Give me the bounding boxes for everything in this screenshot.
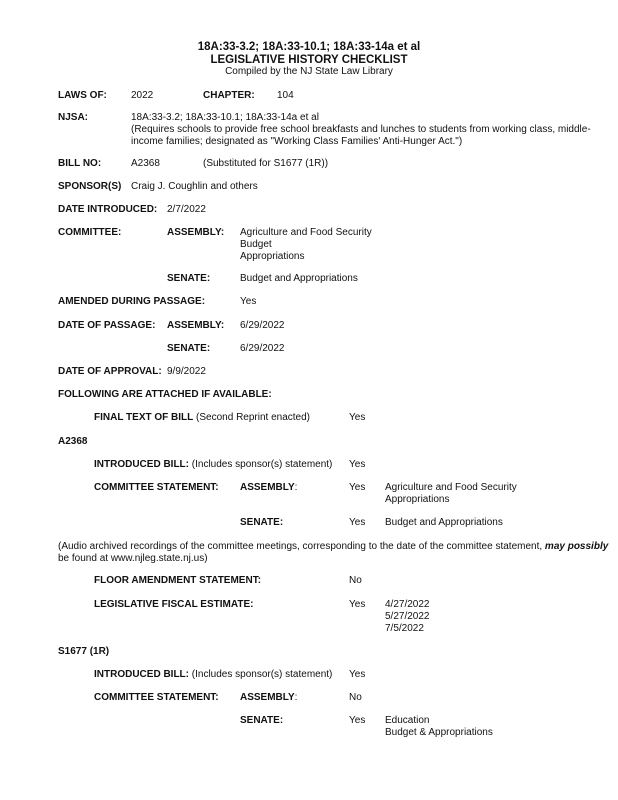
passage-assembly-date: 6/29/2022 [240,320,285,331]
committee-assembly-item: Budget [240,239,272,250]
a2368-assembly-value: Yes [349,482,366,493]
bill-no-value: A2368 [131,158,160,169]
s1677-introduced-row [94,669,332,681]
fiscal-estimate-label: LEGISLATIVE FISCAL ESTIMATE: [94,599,254,610]
a2368-assembly-committee: Appropriations [385,494,450,505]
a2368-introduced-label: INTRODUCED BILL: [94,459,189,470]
s1677-introduced-note: (Includes sponsor(s) statement) [191,669,333,680]
s1677-committee-statement-label: COMMITTEE STATEMENT: [94,692,219,703]
date-introduced-value: 2/7/2022 [167,204,206,215]
s1677-heading: S1677 (1R) [58,646,110,657]
passage-label: DATE OF PASSAGE: [58,320,156,331]
chapter-label: CHAPTER: [203,90,255,101]
a2368-senate-label: SENATE: [240,517,284,528]
s1677-introduced-value: Yes [349,669,366,680]
chapter-value: 104 [277,90,294,101]
a2368-assembly-label: ASSEMBLY: [240,482,298,493]
fiscal-estimate-date: 7/5/2022 [385,623,424,634]
passage-senate-date: 6/29/2022 [240,343,285,354]
a2368-committee-statement-label: COMMITTEE STATEMENT: [94,482,219,493]
laws-of-label: LAWS OF: [58,90,107,101]
amended-value: Yes [240,296,257,307]
bill-substitution-note: (Substituted for S1677 (1R)) [203,158,329,169]
committee-assembly-label: ASSEMBLY: [167,227,225,238]
a2368-heading: A2368 [58,436,88,447]
njsa-description-line: (Requires schools to provide free school breakfasts and lunches to students from working class, middle- [131,124,591,135]
committee-assembly-item: Agriculture and Food Security [240,227,372,238]
final-text-label: FINAL TEXT OF BILL [94,412,194,423]
njsa-description-line: income families; designated as "Working Class Families' Anti-Hunger Act.") [131,136,463,147]
date-introduced-label: DATE INTRODUCED: [58,204,158,215]
audio-note-line [58,541,608,553]
passage-senate-label: SENATE: [167,343,211,354]
fiscal-estimate-date: 4/27/2022 [385,599,430,610]
statute-title: 18A:33-3.2; 18A:33-10.1; 18A:33-14a et al [197,41,421,53]
final-text-value: Yes [349,412,366,423]
approval-value: 9/9/2022 [167,366,206,377]
a2368-introduced-row [94,459,332,471]
sponsors-label: SPONSOR(S) [58,181,122,192]
document-title: LEGISLATIVE HISTORY CHECKLIST [210,54,408,66]
audio-note-emphasis: may possibly [544,541,609,552]
s1677-senate-label: SENATE: [240,715,284,726]
laws-of-value: 2022 [131,90,154,101]
njsa-label: NJSA: [58,112,89,123]
s1677-introduced-label: INTRODUCED BILL: [94,669,189,680]
committee-senate-label: SENATE: [167,273,211,284]
compiled-by: Compiled by the NJ State Law Library [225,66,393,77]
njsa-value: 18A:33-3.2; 18A:33-10.1; 18A:33-14a et al [131,112,319,123]
committee-label: COMMITTEE: [58,227,122,238]
final-text-note: (Second Reprint enacted) [196,412,311,423]
s1677-senate-value: Yes [349,715,366,726]
final-text-row [94,412,310,424]
floor-amendment-value: No [349,575,362,586]
a2368-senate-committee: Budget and Appropriations [385,517,503,528]
s1677-senate-committee: Budget & Appropriations [385,727,493,738]
fiscal-estimate-date: 5/27/2022 [385,611,430,622]
a2368-introduced-value: Yes [349,459,366,470]
committee-senate-value: Budget and Appropriations [240,273,358,284]
attached-heading: FOLLOWING ARE ATTACHED IF AVAILABLE: [58,389,272,400]
s1677-assembly-value: No [349,692,362,703]
bill-no-label: BILL NO: [58,158,102,169]
s1677-senate-committee: Education [385,715,430,726]
audio-note-text: (Audio archived recordings of the committee meetings, corresponding to the date of the committee statement, [58,541,545,552]
audio-note-url-line: be found at www.njleg.state.nj.us) [58,553,208,564]
passage-assembly-label: ASSEMBLY: [167,320,225,331]
committee-assembly-item: Appropriations [240,251,305,262]
fiscal-estimate-value: Yes [349,599,366,610]
a2368-assembly-committee: Agriculture and Food Security [385,482,517,493]
a2368-introduced-note: (Includes sponsor(s) statement) [191,459,333,470]
amended-label: AMENDED DURING PASSAGE: [58,296,206,307]
a2368-senate-value: Yes [349,517,366,528]
floor-amendment-label: FLOOR AMENDMENT STATEMENT: [94,575,262,586]
s1677-assembly-label: ASSEMBLY: [240,692,298,703]
approval-label: DATE OF APPROVAL: [58,366,162,377]
sponsors-value: Craig J. Coughlin and others [131,181,258,192]
